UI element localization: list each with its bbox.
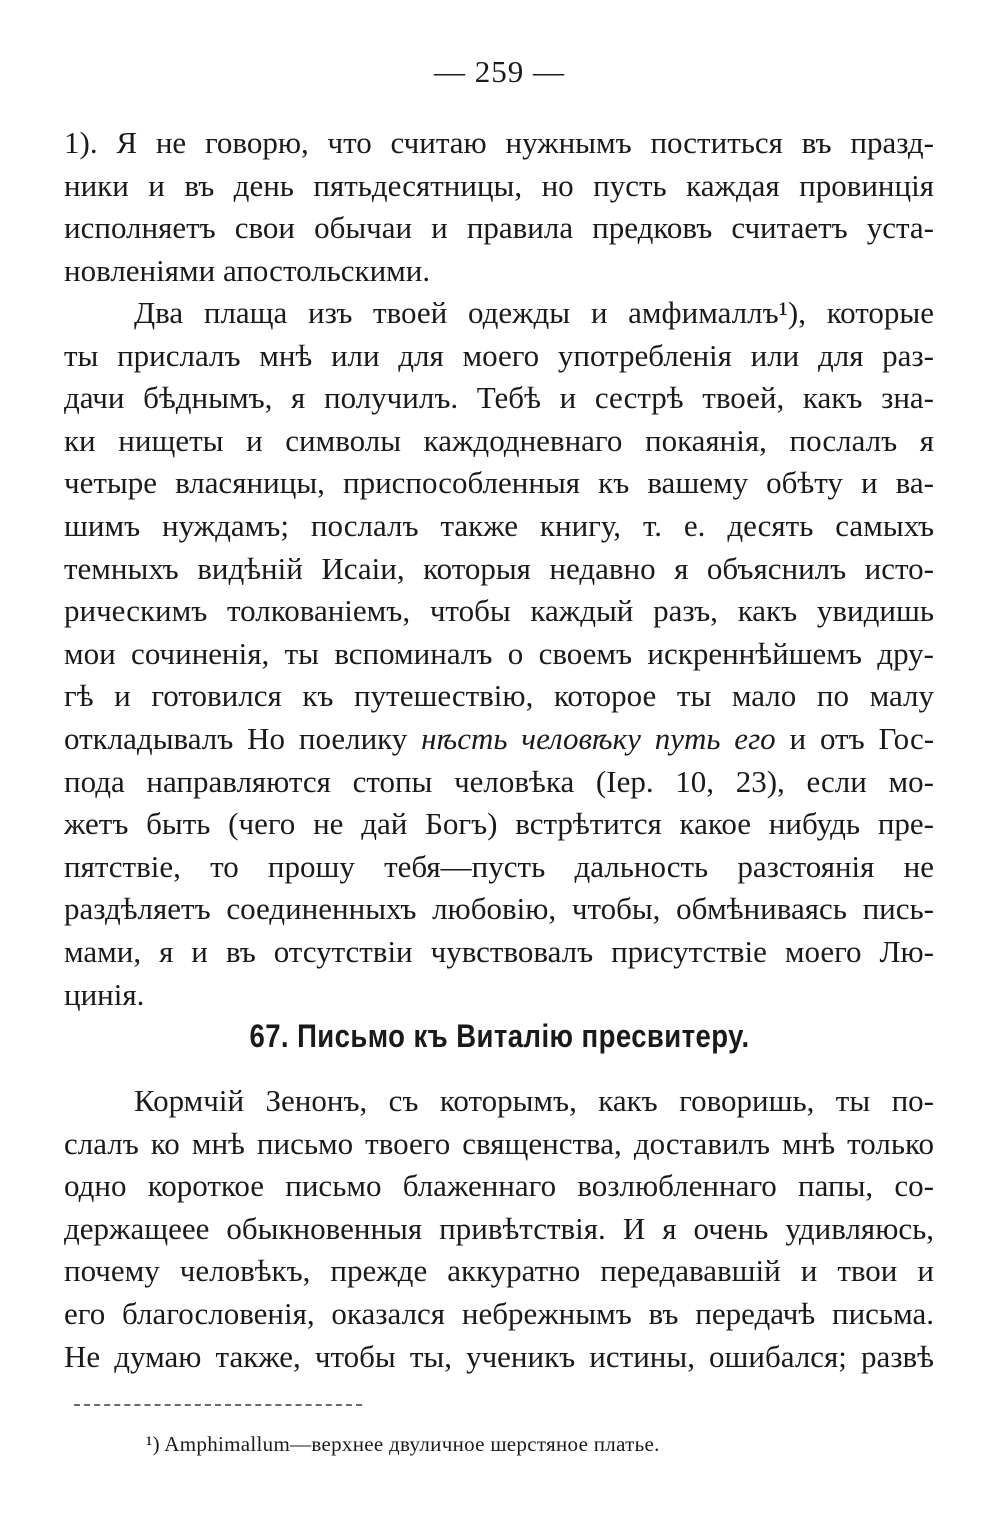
footnote-divider: [74, 1404, 362, 1406]
text-line: слалъ ко мнѣ письмо твоего священства, доставилъ мнѣ только: [64, 1125, 934, 1161]
text-line: ки нищеты и символы каждодневнаго покаянія, послалъ я: [64, 422, 934, 458]
text-line: ты прислалъ мнѣ или для моего употребленія или для раз-: [64, 337, 934, 373]
text-line: шимъ нуждамъ; послалъ также книгу, т. е. десять самыхъ: [64, 507, 934, 543]
text-line: раздѣляетъ соединенныхъ любовію, чтобы, обмѣниваясь пись-: [64, 891, 934, 927]
paragraph-letter-67: [64, 1080, 934, 1378]
section-heading: 67. Письмо къ Виталію пресвитеру.: [249, 1018, 750, 1054]
text-segment: и отъ Гос-: [789, 720, 935, 756]
text-line: почему человѣкъ, прежде аккуратно передававшій и твои и: [64, 1253, 934, 1289]
text-line: четыре власяницы, приспособленныя къ вашему обѣту и ва-: [64, 465, 934, 501]
text-line: мои сочиненія, ты вспоминалъ о своемъ искреннѣйшемъ дру-: [64, 635, 934, 671]
text-line: рическимъ толкованіемъ, чтобы каждый разъ, какъ увидишь: [64, 593, 934, 629]
scripture-quote: нѣсть человѣку путь его: [421, 720, 776, 756]
text-line: [64, 718, 934, 761]
footnote-marker: ¹): [146, 1432, 160, 1456]
text-line: его благословенія, оказался небрежнымъ въ передачѣ письма.: [64, 1295, 934, 1331]
text-line: новленіями апостольскими.: [64, 252, 431, 288]
text-line: темныхъ видѣній Исаіи, которыя недавно я объяснилъ исто-: [64, 550, 934, 586]
text-segment: откладывалъ Но поелику: [64, 720, 408, 756]
text-line: ники и въ день пятьдесятницы, но пусть каждая провинція: [64, 167, 934, 203]
text-line: пода направляются стопы человѣка (Іер. 10, 23), если мо-: [64, 763, 934, 799]
text-line: цинія.: [64, 976, 145, 1012]
text-line: держащееe обыкновенныя привѣтствія. И я очень удивляюсь,: [64, 1210, 934, 1246]
text-line: гѣ и готовился къ путешествію, которое ты мало по малу: [64, 678, 934, 714]
footnote: [146, 1432, 660, 1457]
text-line: пятствіе, то прошу тебя—пусть дальность разстоянія не: [64, 848, 934, 884]
text-line: Кормчій Зенонъ, съ которымъ, какъ говоришь, ты по-: [134, 1083, 934, 1118]
text-line: жетъ быть (чего не дай Богъ) встрѣтится какое нибудь пре-: [64, 806, 934, 842]
text-line: исполняетъ свои обычаи и правила предковъ считаетъ уста-: [64, 210, 934, 246]
page-number: — 259 —: [434, 54, 565, 89]
paragraph-letter-body: [64, 292, 934, 1016]
paragraph-continuation: [64, 122, 934, 292]
text-line: Два плаща изъ твоей одежды и амфималлъ¹), которые: [134, 295, 934, 330]
text-line: мами, я и въ отсутствіи чувствовалъ присутствіе моего Лю-: [64, 933, 934, 969]
footnote-text: Amphimallum—верхнее двуличное шерстяное платье.: [164, 1432, 660, 1456]
text-line: Не думаю также, чтобы ты, ученикъ истины, ошибался; развѣ: [64, 1338, 934, 1374]
text-line: дачи бѣднымъ, я получилъ. Тебѣ и сестрѣ твоей, какъ зна-: [64, 380, 934, 416]
text-line: одно короткое письмо блаженнаго возлюбленнаго папы, со-: [64, 1168, 934, 1204]
text-line: 1). Я не говорю, что считаю нужнымъ поститься въ празд-: [64, 125, 934, 160]
